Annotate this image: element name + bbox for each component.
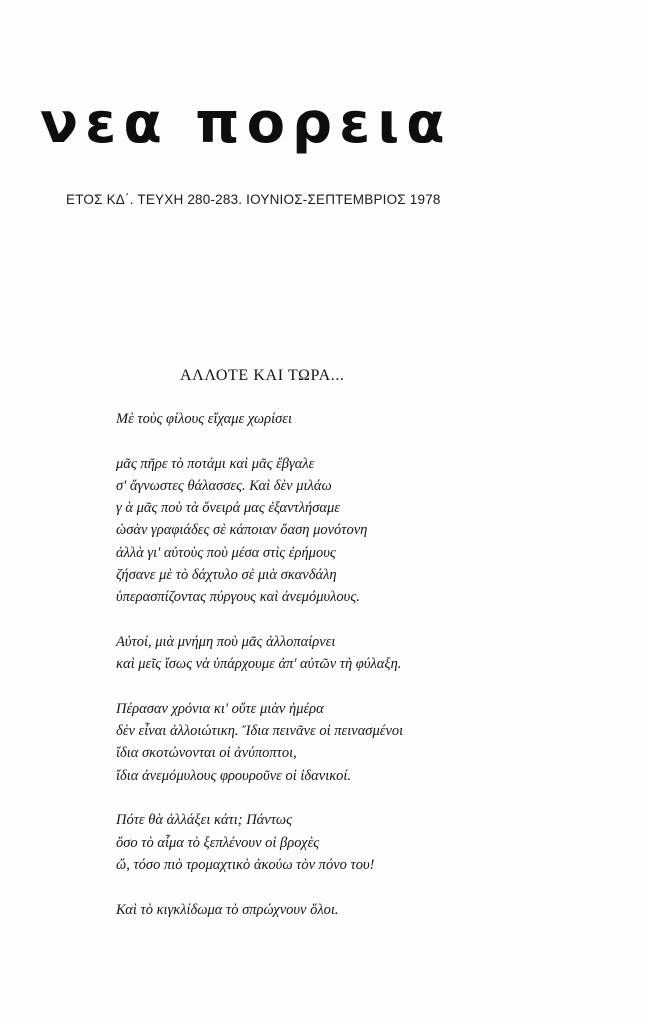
poem-verse: ἀλλὰ γι' αὐτοὺς ποὺ μέσα στὶς ἐρήμους <box>116 544 336 561</box>
poem-title: ΑΛΛΟΤΕ ΚΑΙ ΤΩΡΑ... <box>180 367 345 384</box>
poem-verse: Πότε θὰ ἀλλάξει κάτι; Πάντως <box>116 812 293 829</box>
poem-verse: Πέρασαν χρόνια κι' οὔτε μιὰν ἡμέρα <box>116 700 324 717</box>
poem-verse: γ ὰ μᾶς ποὺ τὰ ὄνειρά μας ἐξαντλήσαμε <box>116 500 340 517</box>
poem-verse: ὡσὰν γραφιάδες σὲ κάποιαν ὄαση μονότονη <box>116 522 368 539</box>
poem-verse: δὲν εἶναι ἀλλοιώτικη. Ἴδια πεινᾶνε οἱ πεινασμένοι <box>116 723 404 740</box>
poem-stanza <box>116 453 586 609</box>
journal-masthead: νεα πορεια <box>40 91 452 156</box>
poem-verse: ὑπερασπίζοντας πύργους καὶ ἀνεμόμυλους. <box>116 589 360 606</box>
poem-verse: ἴδια σκοτώνονται οἱ ἀνύποπτοι, <box>116 745 297 762</box>
poem-verse: ἴδια ἀνεμόμυλους φρουροῦνε οἱ ἰδανικοί. <box>116 767 352 784</box>
poem-stanza <box>116 698 586 787</box>
poem-verse: Αὐτοί, μιὰ μνήμη ποὺ μᾶς ἀλλοπαίρνει <box>116 633 336 650</box>
poem-stanza <box>116 631 586 676</box>
poem-verse: καὶ μεῖς ἴσως νὰ ὑπάρχουμε ἀπ' αὐτῶν τὴ φύλαξη. <box>116 656 402 673</box>
poem-body <box>116 408 586 943</box>
poem-verse: σ' ἄγνωστες θάλασσες. Καὶ δὲν μιλάω <box>116 477 332 494</box>
poem-verse: ὤ, τόσο πιὸ τρομαχτικὸ ἀκούω τὸν πόνο του! <box>116 856 375 873</box>
poem-verse: Καὶ τὸ κιγκλίδωμα τὸ σπρώχνουν ὅλοι. <box>116 901 339 918</box>
poem-stanza <box>116 408 586 430</box>
poem-verse: μᾶς πῆρε τὸ ποτάμι καὶ μᾶς ἔβγαλε <box>116 455 315 472</box>
poem-verse: Μὲ τοὺς φίλους εἴχαμε χωρίσει <box>116 411 293 427</box>
poem-verse: ὅσο τὸ αἷμα τὸ ξεπλένουν οἱ βροχὲς <box>116 834 320 851</box>
poem-stanza <box>116 899 586 921</box>
poem-stanza <box>116 809 586 876</box>
issue-info-line: ΕΤΟΣ ΚΔ΄. ΤΕΥΧΗ 280-283. ΙΟΥΝΙΟΣ-ΣΕΠΤΕΜΒΡΙΟΣ 1978 <box>66 192 441 207</box>
poem-verse: ζήσανε μὲ τὸ δάχτυλο σὲ μιὰ σκανδάλη <box>116 567 337 584</box>
